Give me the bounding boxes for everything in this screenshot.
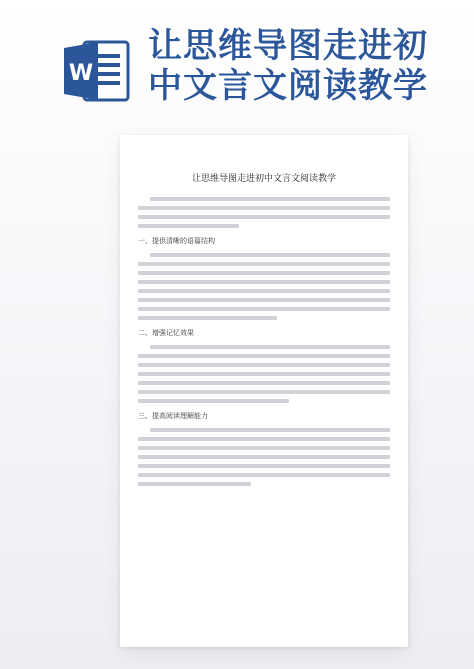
word-icon	[62, 38, 132, 104]
document-page	[120, 135, 408, 647]
section-heading-2: 二、增强记忆效果	[138, 329, 194, 337]
section-heading-3: 三、提高阅读理解能力	[138, 412, 208, 420]
banner	[0, 0, 474, 125]
section-heading-1: 一、提供清晰的语篇结构	[138, 237, 215, 245]
banner-title	[148, 26, 468, 106]
word-icon-letter: W	[68, 61, 94, 86]
banner-title-line-1: 让思维导图走进初	[148, 26, 428, 66]
banner-title-line-2: 中文言文阅读教学	[148, 66, 428, 106]
section-1-paragraph	[138, 253, 390, 320]
section-2-paragraph	[138, 345, 390, 403]
document-title: 让思维导图走进初中文言文阅读教学	[191, 174, 336, 184]
section-3-paragraph	[138, 428, 390, 486]
intro-paragraph	[138, 197, 390, 228]
